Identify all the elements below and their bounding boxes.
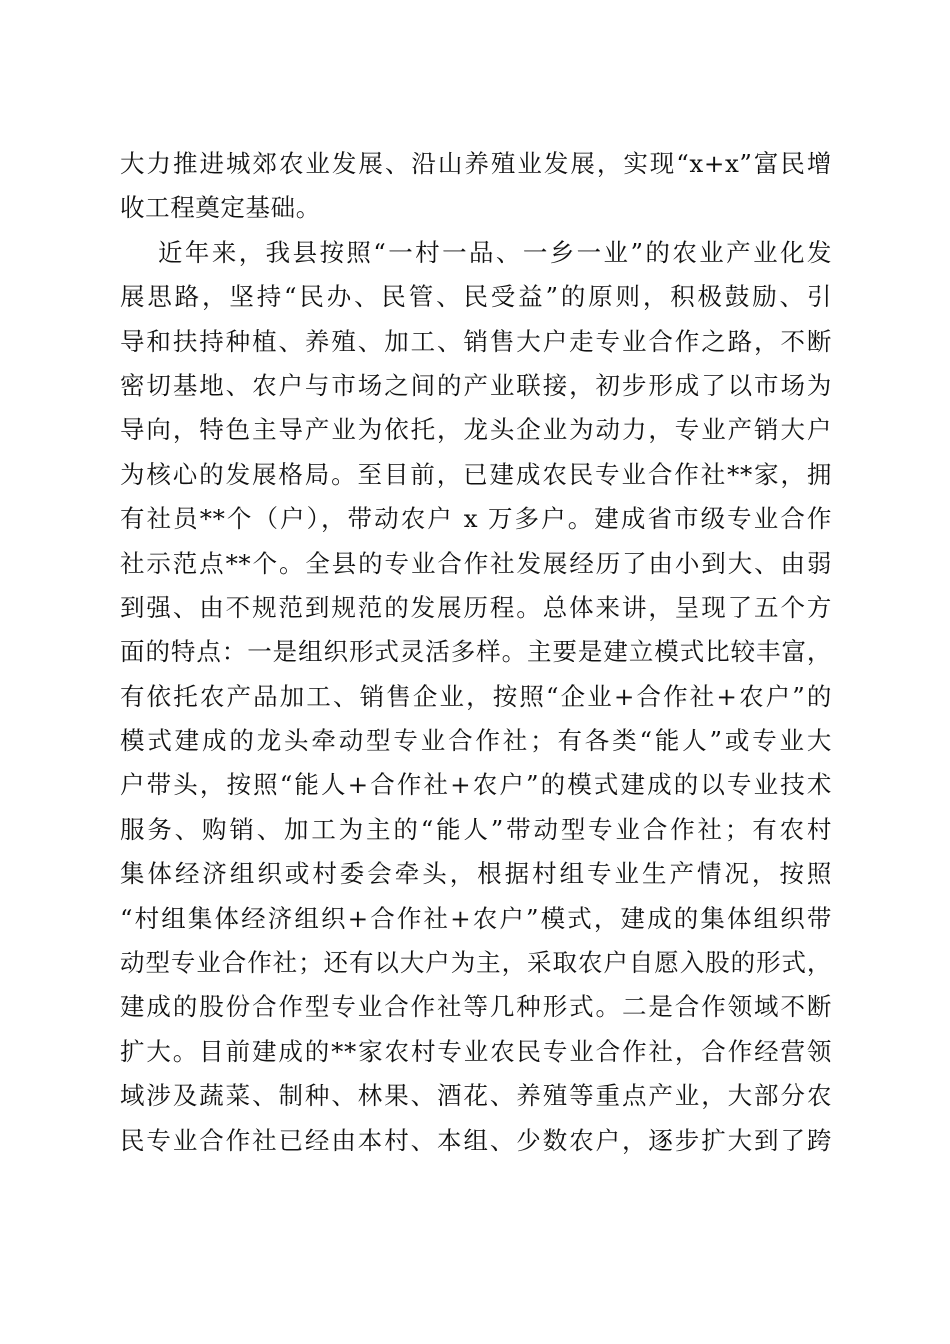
text-line: 域涉及蔬菜、制种、林果、酒花、养殖等重点产业，大部分农 [120, 1081, 832, 1111]
text-line: 导向，特色主导产业为依托，龙头企业为动力，专业产销大户 [120, 415, 832, 445]
text-line: 有依托农产品加工、销售企业，按照“企业+合作社+农户”的 [120, 681, 832, 711]
text-line: 展思路，坚持“民办、民管、民受益”的原则，积极鼓励、引 [120, 282, 832, 312]
text-line: 为核心的发展格局。至目前，已建成农民专业合作社**家，拥 [120, 459, 832, 489]
text-line: 面的特点：一是组织形式灵活多样。主要是建立模式比较丰富， [120, 637, 832, 667]
text-line: 建成的股份合作型专业合作社等几种形式。二是合作领域不断 [120, 992, 832, 1022]
text-line: 大力推进城郊农业发展、沿山养殖业发展，实现“x+x”富民增 [120, 149, 832, 178]
text-line: 动型专业合作社；还有以大户为主，采取农户自愿入股的形式， [120, 948, 832, 978]
text-line: 密切基地、农户与市场之间的产业联接，初步形成了以市场为 [120, 370, 832, 400]
paragraph-first-line: 近年来，我县按照“一村一品、一乡一业”的农业产业化发 [158, 237, 832, 267]
text-line: 户带头，按照“能人+合作社+农户”的模式建成的以专业技术 [120, 770, 832, 800]
text-line: 收工程奠定基础。 [120, 193, 321, 223]
text-line: 集体经济组织或村委会牵头，根据村组专业生产情况，按照 [120, 859, 832, 889]
text-line: 服务、购销、加工为主的“能人”带动型专业合作社；有农村 [120, 814, 832, 844]
text-line: 有社员**个（户），带动农户 x 万多户。建成省市级专业合作 [120, 504, 832, 534]
text-line: 民专业合作社已经由本村、本组、少数农户，逐步扩大到了跨 [120, 1125, 832, 1155]
text-line: 扩大。目前建成的**家农村专业农民专业合作社，合作经营领 [120, 1036, 832, 1066]
text-line: 导和扶持种植、养殖、加工、销售大户走专业合作之路，不断 [120, 326, 832, 356]
text-line: 社示范点**个。全县的专业合作社发展经历了由小到大、由弱 [120, 548, 832, 578]
text-line: “村组集体经济组织+合作社+农户”模式，建成的集体组织带 [120, 903, 832, 933]
text-line: 模式建成的龙头牵动型专业合作社；有各类“能人”或专业大 [120, 726, 832, 756]
text-line: 到强、由不规范到规范的发展历程。总体来讲，呈现了五个方 [120, 592, 832, 622]
body-text [120, 142, 832, 1163]
